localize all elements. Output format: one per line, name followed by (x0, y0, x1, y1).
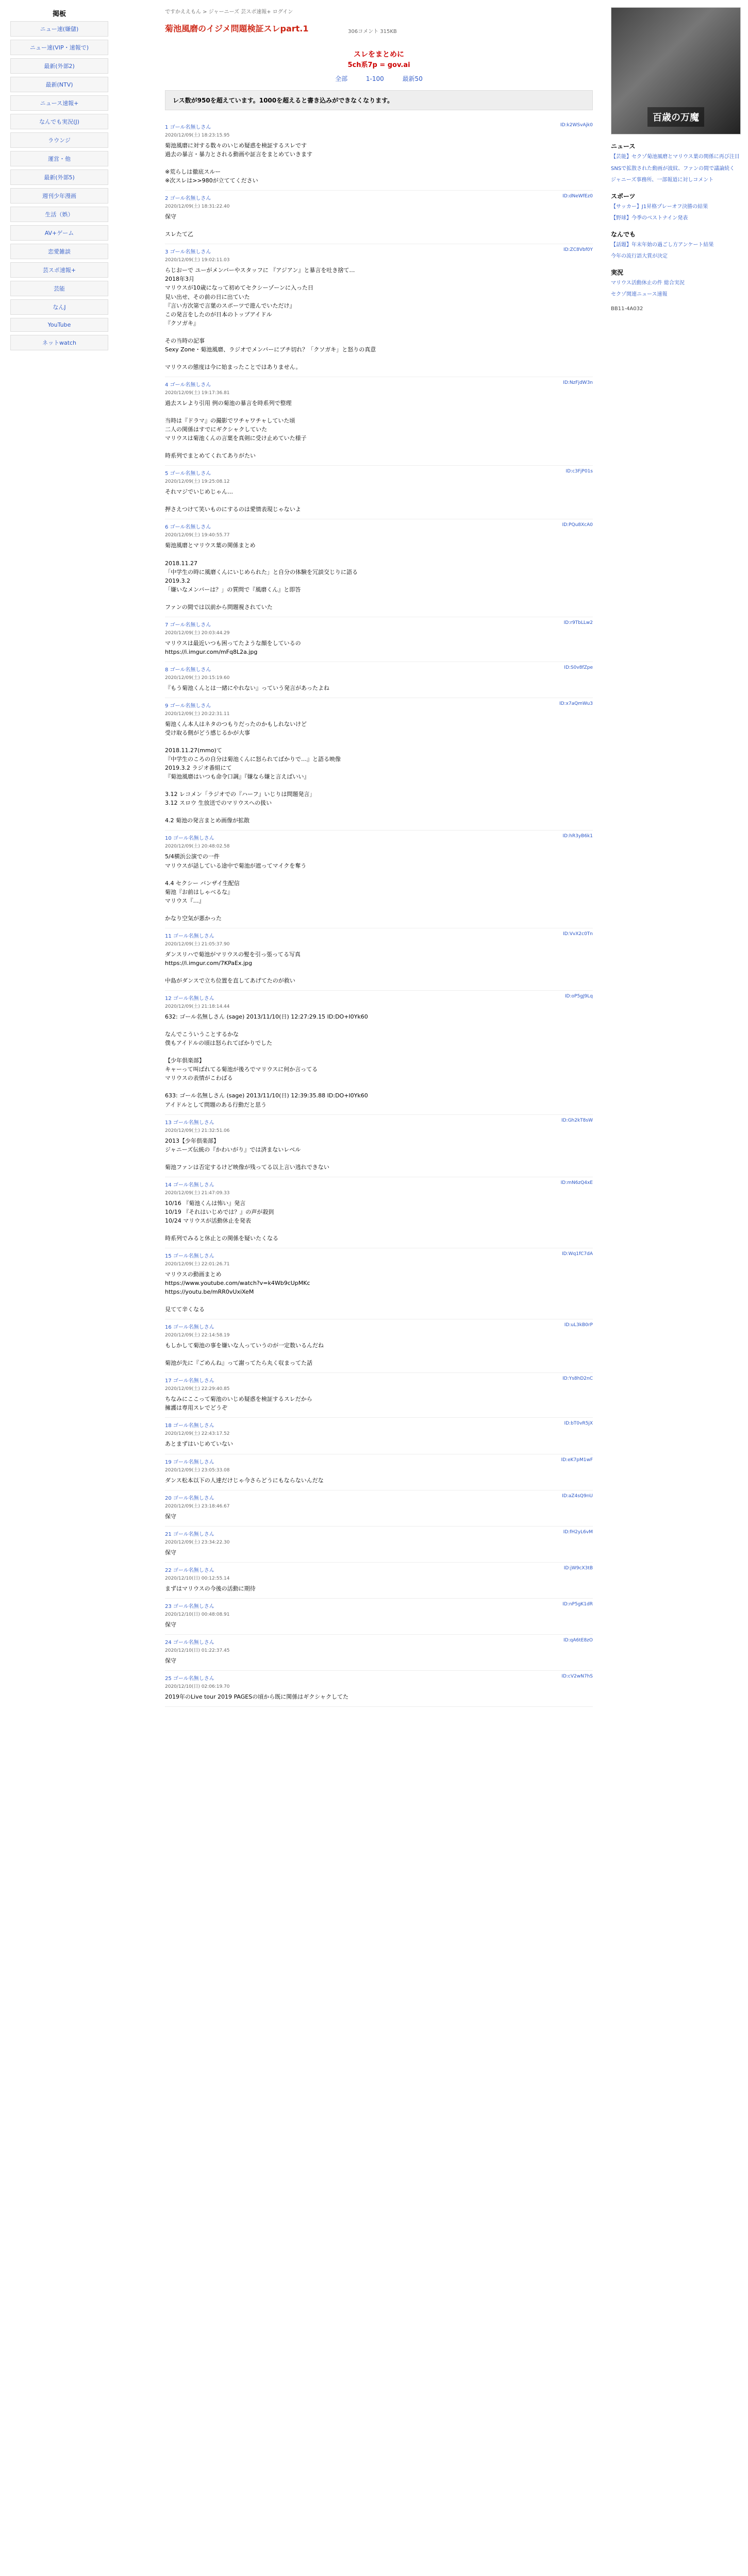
live-section (611, 268, 740, 299)
post-body: 2019年のLive tour 2019 PAGESの頃から既に関係はギクシャクしてた (165, 1693, 348, 1700)
post-id[interactable]: ID:S0v8fZpe (564, 665, 593, 670)
post-id[interactable]: ID:PQu8XcA0 (562, 522, 593, 528)
post (165, 1418, 593, 1454)
post-date: 2020/12/09(土) 18:23:15.95 (165, 133, 230, 138)
post-body: 10/16 『菊池くんは怖い』発言 10/19 『それはいじめでは？』の声が殺到 10/24 マリウスが活動休止を発表 時系列でみると休止との関係を疑いたくなる (165, 1199, 278, 1242)
post-header (165, 1376, 593, 1392)
sidebar-item[interactable]: 生活（娯） (10, 207, 108, 222)
post (165, 1527, 593, 1563)
post-name[interactable]: ゴール名無しさん (170, 125, 211, 130)
post-body: 5/4横浜公演での一件 マリウスが話している途中で菊池が遮ってマイクを奪う 4.4 セクシー バンザイ生配信 菊池『お前はしゃべるな』 マリウス『…』 かなり空気が悪かった (165, 853, 307, 922)
post-body: 『もう菊池くんとは一緒にやれない』っていう発言があったよね (165, 684, 329, 691)
post-header (165, 834, 593, 849)
post-name[interactable]: ゴール名無しさん (173, 1182, 214, 1188)
post-number[interactable]: 1 (165, 125, 169, 130)
misc-list (611, 242, 740, 261)
post-name[interactable]: ゴール名無しさん (170, 703, 211, 709)
post-author-line (165, 1376, 230, 1392)
post-author-line (165, 994, 230, 1009)
post-name[interactable]: ゴール名無しさん (173, 1603, 214, 1609)
post-body: ちなみにここって菊池のいじめ疑惑を検証するスレだから 擁護は専用スレでどうぞ (165, 1396, 312, 1412)
sidebar-list (5, 21, 113, 350)
post-date: 2020/12/09(土) 21:18:14.44 (165, 1004, 230, 1010)
post-author-line (165, 1180, 230, 1196)
post-body: もしかして菊池の事を嫌いな人っていうのが一定数いるんだね 菊池が先に『ごめんね』って謝ってたら丸く収まってた話 (165, 1342, 324, 1367)
post (165, 1177, 593, 1248)
post-body: 保守 (165, 1549, 176, 1556)
post-body: それマジでいじめじゃん… 押さえつけて笑いものにするのは愛情表現じゃないよ (165, 488, 301, 513)
post-name[interactable]: ゴール名無しさん (173, 996, 214, 1002)
breadcrumb[interactable]: ですかええもん > ジャーニーズ 芸スポ速報+ ログイン (165, 9, 293, 15)
post-id[interactable]: ID:nP5gK1dR (562, 1601, 593, 1607)
misc-section (611, 230, 740, 261)
post-date: 2020/12/09(土) 21:47:09.33 (165, 1190, 230, 1196)
post-author-line (165, 1251, 230, 1267)
post-header (165, 1118, 593, 1133)
sidebar-item[interactable]: 最新(外部5) (10, 170, 108, 185)
post-name[interactable]: ゴール名無しさん (173, 1531, 214, 1537)
news-link[interactable]: 【話題】年末年始の過ごし方アンケート結果 (611, 242, 714, 248)
news-link[interactable]: マリウス活動休止の件 総合実況 (611, 280, 685, 286)
sports-section (611, 192, 740, 223)
post-id[interactable]: ID:k2WSvAjk0 (560, 123, 593, 128)
post-number[interactable]: 21 (165, 1531, 172, 1537)
post-date: 2020/12/10(日) 01:22:37.45 (165, 1648, 230, 1653)
news-link[interactable]: 【野球】今季のベストナイン発表 (611, 215, 688, 221)
post-body: 保守 (165, 1621, 176, 1628)
sidebar-item[interactable]: 最新(NTV) (10, 77, 108, 92)
post-date: 2020/12/10(日) 02:06:19.70 (165, 1684, 230, 1689)
post-id[interactable]: ID:bT0vR5jX (564, 1421, 593, 1427)
sidebar-item[interactable]: 芸能 (10, 281, 108, 296)
post-author-line (165, 1602, 230, 1617)
post-header (165, 1566, 593, 1581)
sidebar-item[interactable]: 恋愛雑談 (10, 244, 108, 259)
post (165, 466, 593, 519)
post (165, 617, 593, 662)
post-date: 2020/12/09(土) 23:34:22.30 (165, 1539, 230, 1545)
post-limit-notice: レス数が950を超えています。1000を超えると書き込みができなくなります。 (165, 90, 593, 110)
post-id[interactable]: ID:Wq1fC7dA (561, 1251, 593, 1257)
post-header (165, 1421, 593, 1436)
post-name[interactable]: ゴール名無しさん (173, 1495, 214, 1501)
post-author-line (165, 701, 230, 717)
post-body: 菊池くん本人はネタのつもりだったのかもしれないけど 受け取る側がどう感じるかが大事 2018.11.27(mmo)て 『中学生のころの自分は菊池くんに怒られてばかりで…』と語る映像 2019.3.2 ラジオ番組にて 『菊池風磨はいつも命令口調』『嫌なら嫌と言えばいい』 3.12 レコメン「ラジオでの『ハーフ』いじりは問題発言」 3.12 スロウ 生放送でのマリウスへの扱い 4.2 菊池の発言まとめ画像が拡散 (165, 720, 341, 824)
post (165, 244, 593, 377)
post-author-line (165, 194, 230, 209)
post-header (165, 1638, 593, 1653)
post-id[interactable]: ID:NzFjdW3n (563, 380, 593, 385)
range-all[interactable]: 全部 (335, 75, 348, 82)
left-sidebar (5, 5, 113, 353)
post-header (165, 522, 593, 538)
post-body: 保守 (165, 1513, 176, 1520)
post-number[interactable]: 6 (165, 524, 169, 531)
sidebar-item[interactable]: AV+ゲーム (10, 225, 108, 241)
post-id[interactable]: ID:c3FjP01s (566, 469, 593, 474)
ad-caption: 百歳の万魔 (647, 107, 704, 127)
post-id[interactable]: ID:oP5gJ9Lq (564, 994, 593, 999)
post-date: 2020/12/09(土) 19:02:11.03 (165, 258, 230, 263)
sidebar-item[interactable]: ニュー速(VIP・速報で) (10, 40, 108, 55)
post-author-line (165, 380, 230, 396)
post-id[interactable]: ID:dNeWfEz0 (562, 194, 593, 199)
post-body: あとまずはいじめていない (165, 1440, 233, 1448)
post-body: ダンスリハで菊池がマリウスの髪を引っ張ってる写真 https://i.imgur.com/7KPaEx.jpg 中島がダンスで立ち位置を直してあげてたのが救い (165, 951, 301, 984)
post-id[interactable]: ID:Gh2kT8sW (561, 1117, 593, 1123)
post (165, 1319, 593, 1373)
post-author-line (165, 1566, 230, 1581)
news-link[interactable]: セクゾ関連ニュース速報 (611, 292, 668, 297)
post-name[interactable]: ゴール名無しさん (173, 1120, 214, 1126)
post-id[interactable]: ID:ZC8Vbf0Y (563, 247, 593, 253)
post-body: マリウスの動画まとめ https://www.youtube.com/watch?v=k4Wb9cUpMKc https://youtu.be/mRR0vUxiXeM 見てて辛くなる (165, 1270, 310, 1313)
post-name[interactable]: ゴール名無しさん (170, 524, 211, 531)
post-number[interactable]: 15 (165, 1253, 172, 1259)
post (165, 1563, 593, 1599)
post-body: 2013【少年倶楽部】 ジャニーズ伝統の『かわいがり』では済まないレベル 菊池ファンは否定するけど映像が残ってる以上言い逃れできない (165, 1137, 329, 1171)
post-name[interactable]: ゴール名無しさん (170, 667, 211, 673)
post-id[interactable]: ID:jW9cX3tB (563, 1565, 593, 1571)
post-date: 2020/12/09(土) 21:05:37.90 (165, 941, 230, 947)
post (165, 1671, 593, 1707)
post-date: 2020/12/09(土) 19:40:55.77 (165, 533, 230, 538)
post-body: 過去スレより引用 例の菊池の暴言を時系列で整理 当時は『ドラマ』の撮影でワチャワチャしていた頃 二人の関係はすでにギクシャクしていた マリウスは菊池くんの言葉を真剣に受け止めていた様子 時系列でまとめてくれてありがたい (165, 399, 307, 460)
post-author-line (165, 1323, 230, 1338)
main-column (165, 7, 593, 1707)
news-link[interactable]: 【芸能】セクゾ菊池風磨とマリウス葉の関係に再び注目 (611, 154, 740, 160)
post-header (165, 1458, 593, 1473)
post-number[interactable]: 22 (165, 1567, 172, 1573)
post-header (165, 123, 593, 138)
post-header (165, 620, 593, 636)
post-id[interactable]: ID:Ys8hD2nC (562, 1376, 593, 1382)
post-id[interactable]: ID:qA6tE8zO (563, 1637, 593, 1643)
post-name[interactable]: ゴール名無しさん (170, 382, 211, 388)
post-name[interactable]: ゴール名無しさん (173, 1459, 214, 1465)
post-author-line (165, 1530, 230, 1545)
post-date: 2020/12/09(土) 19:17:36.81 (165, 390, 230, 396)
banner-line-1: スレをまとめに (354, 50, 404, 59)
post-name[interactable]: ゴール名無しさん (170, 249, 211, 256)
live-list (611, 280, 740, 299)
post-body: 保守 スレたて乙 (165, 213, 193, 238)
sports-list (611, 204, 740, 223)
post-name[interactable]: ゴール名無しさん (173, 836, 214, 842)
post-date: 2020/12/09(土) 20:48:02.58 (165, 844, 230, 850)
right-footer: BB11-4A032 (611, 306, 643, 312)
post-name[interactable]: ゴール名無しさん (173, 1567, 214, 1573)
post-date: 2020/12/09(土) 20:22:31.11 (165, 711, 230, 717)
post (165, 120, 593, 191)
post-name[interactable]: ゴール名無しさん (173, 1675, 214, 1682)
post-name[interactable]: ゴール名無しさん (170, 196, 211, 202)
range-latest-50[interactable]: 最新50 (402, 75, 423, 82)
post-number[interactable]: 2 (165, 196, 169, 202)
post-number[interactable]: 8 (165, 667, 169, 673)
post-number[interactable]: 10 (165, 836, 172, 842)
post-author-line (165, 665, 230, 681)
post-date: 2020/12/09(土) 23:05:33.08 (165, 1467, 230, 1473)
sidebar-header: 掲板 (52, 10, 66, 18)
post-body: 菊池風磨とマリウス葉の関係まとめ 2018.11.27 「中学生の時に風磨くんにいじめられた」と自分の体験を冗談交じりに語る 2019.3.2 「嫌いなメンバーは？」の質問で『風磨くん』と即答 ファンの間では以前から問題視されていた (165, 542, 358, 611)
ad-image[interactable] (611, 7, 741, 134)
sidebar-item[interactable]: ラウンジ (10, 132, 108, 148)
post-header (165, 994, 593, 1009)
post-header (165, 1251, 593, 1267)
post-id[interactable]: ID:eK7pM1wF (561, 1457, 593, 1463)
post-header (165, 1530, 593, 1545)
post-name[interactable]: ゴール名無しさん (173, 1423, 214, 1429)
post-header (165, 1494, 593, 1509)
post (165, 1454, 593, 1490)
news-link[interactable]: SNSで拡散された動画が波紋、ファンの間で議論続く (611, 165, 735, 172)
post-date: 2020/12/09(土) 20:03:44.29 (165, 630, 230, 636)
post-date: 2020/12/09(土) 21:32:51.06 (165, 1128, 230, 1133)
post-name[interactable]: ゴール名無しさん (173, 1325, 214, 1331)
post (165, 662, 593, 698)
post-body: 632: ゴール名無しさん (sage) 2013/11/10(日) 12:27:29.15 ID:DO+I0Yk60 なんでこういうことするかな 僕もアイドルの頃は怒られてばかりでした 【少年倶楽部】 キャーって叫ばれてる菊池が後ろでマリウスに何か言ってる マリウスの表情がこわばる 633: ゴール名無しさん (sage) 2013/11/10(日) 12:39:35.88 ID:DO+I0Yk60 アイドルとして問題のある行動だと思う (165, 1013, 368, 1108)
post (165, 831, 593, 928)
post-header (165, 931, 593, 947)
post-date: 2020/12/09(土) 23:18:46.67 (165, 1503, 230, 1509)
post-name[interactable]: ゴール名無しさん (170, 471, 211, 477)
post-number[interactable]: 18 (165, 1423, 172, 1429)
post (165, 991, 593, 1115)
sports-heading: スポーツ (611, 192, 636, 200)
post-name[interactable]: ゴール名無しさん (173, 1253, 214, 1259)
post-id[interactable]: ID:x7aQmWu3 (559, 701, 593, 706)
sidebar-item[interactable]: 芸スポ速報+ (10, 262, 108, 278)
post-header (165, 469, 593, 484)
post-date: 2020/12/09(土) 22:29:40.85 (165, 1386, 230, 1392)
post (165, 1635, 593, 1671)
post-date: 2020/12/09(土) 22:01:26.71 (165, 1261, 230, 1267)
sidebar-item[interactable]: なんJ (10, 299, 108, 315)
post-date: 2020/12/10(日) 00:48:08.91 (165, 1612, 230, 1617)
post-id[interactable]: ID:aZ4sQ9nU (562, 1493, 593, 1499)
sidebar-item[interactable]: ニュース速報+ (10, 95, 108, 111)
post-author-line (165, 1674, 230, 1689)
post-body: まずはマリウスの今後の活動に期待 (165, 1585, 256, 1592)
post-date: 2020/12/10(日) 00:12:55.14 (165, 1575, 230, 1581)
post-author-line (165, 1118, 230, 1133)
post (165, 698, 593, 831)
post-header (165, 247, 593, 263)
post-number[interactable]: 5 (165, 471, 169, 477)
post-name[interactable]: ゴール名無しさん (170, 622, 211, 628)
post-body: マリウスは最近いつも困ってたような顔をしているの https://i.imgur.com/mFq8L2a.jpg (165, 639, 301, 655)
post-date: 2020/12/09(土) 22:43:17.52 (165, 1431, 230, 1437)
post (165, 191, 593, 244)
post-author-line (165, 620, 230, 636)
post-list (165, 120, 593, 1707)
post-author-line (165, 1494, 230, 1509)
post-number[interactable]: 13 (165, 1120, 172, 1126)
post-header (165, 701, 593, 717)
news-heading: ニュース (611, 143, 636, 150)
post-number[interactable]: 16 (165, 1325, 172, 1331)
sidebar-item[interactable]: YouTube (10, 318, 108, 332)
post-author-line (165, 1458, 230, 1473)
banner-line-2: 5ch系7p = gov.ai (347, 61, 410, 69)
range-links (165, 74, 593, 83)
post (165, 1373, 593, 1418)
post-id[interactable]: ID:cV2wN7hS (561, 1673, 593, 1679)
post-header (165, 1674, 593, 1689)
post-author-line (165, 931, 230, 947)
post-name[interactable]: ゴール名無しさん (173, 1639, 214, 1646)
post (165, 1490, 593, 1527)
post-number[interactable]: 12 (165, 996, 172, 1002)
post-number[interactable]: 11 (165, 933, 172, 939)
sidebar-item[interactable]: なんでも実況(J) (10, 114, 108, 129)
news-link[interactable]: 【サッカー】J1昇格プレーオフ決勝の結果 (611, 204, 708, 210)
post-header (165, 665, 593, 681)
post-number[interactable]: 25 (165, 1675, 172, 1682)
thread-title: 菊池風磨のイジメ問題検証スレpart.1 (165, 24, 309, 33)
post (165, 1599, 593, 1635)
post-date: 2020/12/09(土) 19:25:08.12 (165, 479, 230, 485)
sidebar-item[interactable]: 週刊少年漫画 (10, 188, 108, 204)
post-id[interactable]: ID:mN6zQ4xE (560, 1180, 593, 1185)
range-1-100[interactable]: 1-100 (365, 75, 384, 82)
news-section (611, 142, 740, 184)
sidebar-item[interactable]: 運営・他 (10, 151, 108, 166)
thread-meta: 306コメント 315KB (348, 29, 397, 35)
post-id[interactable]: ID:uL3kB0rP (564, 1323, 593, 1328)
summary-banner[interactable] (165, 49, 593, 69)
sidebar-item[interactable]: ニュー速(嫌儲) (10, 21, 108, 37)
post-header (165, 380, 593, 396)
post (165, 377, 593, 466)
post-date: 2020/12/09(土) 20:15:19.60 (165, 675, 230, 681)
post-date: 2020/12/09(土) 22:14:58.19 (165, 1333, 230, 1338)
post-name[interactable]: ゴール名無しさん (173, 933, 214, 939)
post-name[interactable]: ゴール名無しさん (173, 1378, 214, 1384)
sidebar-item[interactable]: 最新(外部2) (10, 58, 108, 74)
news-link[interactable]: ジャニーズ事務所、一部報道に対しコメント (611, 177, 714, 183)
post-body: らじおーで ユーがメンバーやスタッフに 『アジアン』と暴言を吐き捨て… 2018年3月 マリウスが10歳になって初めてセクシーゾーンに入った日 見い出せ、その前の日に出ていた 『言い方次第で言葉のスポーツで遊んでいただけ』 この発言をしたのが日本のトップアイドル 『クソガキ』 その当時の記事 Sexy Zone・菊池風磨、ラジオでメンバーにブチ切れ？「クソガキ」と怒りの真意 マリウスの態度は今に始まったことではありません。 (165, 267, 376, 370)
post-body: ダンス松本以下の人達だけじゃ今さらどうにもならないんだな (165, 1477, 324, 1484)
misc-heading: なんでも (611, 230, 636, 238)
post-author-line (165, 123, 230, 138)
right-sidebar (611, 7, 740, 312)
post-number[interactable]: 3 (165, 249, 169, 256)
post-id[interactable]: ID:VvX2c0Tn (563, 931, 593, 937)
post-date: 2020/12/09(土) 18:31:22.40 (165, 204, 230, 210)
post-id[interactable]: ID:r9TbLLw2 (563, 620, 593, 625)
post-header (165, 1323, 593, 1338)
post-author-line (165, 1421, 230, 1436)
post-number[interactable]: 9 (165, 703, 169, 709)
post-number[interactable]: 14 (165, 1182, 172, 1188)
post-author-line (165, 1638, 230, 1653)
post-number[interactable]: 19 (165, 1459, 172, 1465)
post-author-line (165, 834, 230, 849)
post (165, 928, 593, 991)
post-author-line (165, 469, 230, 484)
post (165, 1115, 593, 1177)
post-body: 菊池風磨に対する数々のいじめ疑惑を検証するスレです 過去の暴言・暴力とされる動画や証言をまとめていきます ※荒らしは徹底スルー ※次スレは>>980が立ててください (165, 142, 312, 184)
post-header (165, 1602, 593, 1617)
post-id[interactable]: ID:hR3yB6k1 (562, 834, 593, 839)
post-number[interactable]: 23 (165, 1603, 172, 1609)
post-number[interactable]: 24 (165, 1639, 172, 1646)
post-body: 保守 (165, 1657, 176, 1664)
post-number[interactable]: 7 (165, 622, 169, 628)
post-id[interactable]: ID:fH2yL6vM (563, 1529, 593, 1535)
news-list (611, 154, 740, 184)
post-header (165, 1180, 593, 1196)
post-author-line (165, 522, 230, 538)
post-header (165, 194, 593, 209)
post-author-line (165, 247, 230, 263)
post (165, 519, 593, 617)
post (165, 1248, 593, 1319)
sidebar-item[interactable]: ネットwatch (10, 335, 108, 350)
post-number[interactable]: 17 (165, 1378, 172, 1384)
post-number[interactable]: 20 (165, 1495, 172, 1501)
live-heading: 実況 (611, 268, 624, 276)
post-number[interactable]: 4 (165, 382, 169, 388)
news-link[interactable]: 今年の流行語大賞が決定 (611, 253, 668, 259)
